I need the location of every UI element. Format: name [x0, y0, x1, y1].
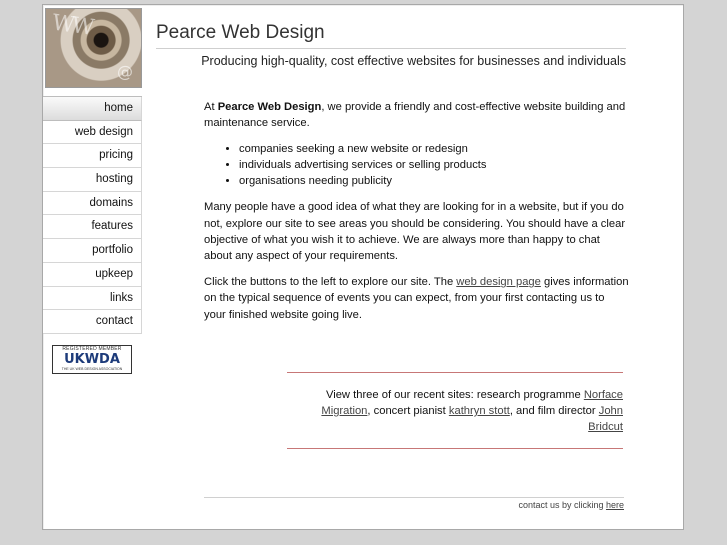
web-design-page-link[interactable]: web design page — [456, 276, 541, 289]
recent-mid1: , concert pianist — [367, 405, 449, 417]
list-item: • individuals advertising services or selling products — [239, 157, 629, 173]
recent-mid2: , and film director — [509, 405, 599, 417]
eye-logo-icon — [45, 8, 142, 88]
sidebar-nav — [43, 96, 142, 334]
kathryn-stott-link[interactable]: kathryn stott — [448, 405, 510, 417]
logo-ww-mark: WW — [50, 10, 93, 41]
intro-rest: , we provide a friendly and cost-effective website building and maintenance service. — [204, 101, 626, 130]
list-item: • companies seeking a new website or redesign — [239, 141, 629, 157]
badge-top-text: REGISTERED MEMBER — [62, 346, 122, 352]
logo-at-mark: @ — [117, 62, 133, 81]
list-item: • organisations needing publicity — [239, 173, 629, 189]
page-container — [42, 4, 684, 530]
site-title: Pearce Web Design — [156, 22, 325, 43]
main-content — [204, 99, 629, 333]
nav-item-contact[interactable]: contact — [43, 310, 142, 334]
intro-prefix: At — [204, 101, 218, 113]
badge-main-text: UKWDA — [64, 352, 120, 367]
footer — [204, 497, 624, 510]
nav-item-links[interactable]: links — [43, 287, 142, 311]
explore-paragraph: Many people have a good idea of what they are looking for in a website, but if you do not, explore our site to see areas you should be considering. You should have a clear objective of what you wish it to achieve. We are always more than happy to chat about any aspect of your requirements. — [204, 201, 626, 263]
nav-item-portfolio[interactable]: portfolio — [43, 239, 142, 263]
title-divider — [156, 48, 626, 49]
recent-sites-box — [287, 372, 623, 449]
john-bridcut-link[interactable]: John Bridcut — [588, 405, 623, 433]
nav-item-home[interactable]: home — [43, 97, 142, 121]
norface-migration-link[interactable]: Norface Migration — [321, 389, 623, 417]
navigation-paragraph — [204, 274, 629, 323]
nav-item-domains[interactable]: domains — [43, 192, 142, 216]
audience-list — [239, 141, 629, 189]
nav-item-upkeep[interactable]: upkeep — [43, 263, 142, 287]
nav-item-web-design[interactable]: web design — [43, 121, 142, 145]
tagline: Producing high-quality, cost effective websites for businesses and individuals — [201, 54, 626, 68]
intro-company-name: Pearce Web Design — [217, 101, 322, 113]
nav-item-features[interactable]: features — [43, 215, 142, 239]
recent-prefix: View three of our recent sites: research programme — [325, 389, 584, 401]
nav-para-prefix: Click the buttons to the left to explore our site. The — [204, 276, 457, 289]
nav-item-pricing[interactable]: pricing — [43, 144, 142, 168]
badge-bottom-text: THE UK WEB DESIGN ASSOCIATION — [61, 367, 123, 371]
nav-item-hosting[interactable]: hosting — [43, 168, 142, 192]
contact-here-link[interactable]: here — [605, 500, 624, 510]
intro-paragraph — [204, 99, 629, 131]
footer-text: contact us by clicking — [518, 500, 606, 510]
ukwda-badge[interactable] — [52, 345, 132, 374]
nav-para-rest: gives information on the typical sequence of events you can expect, from your first contacting us to your finished website going live. — [204, 276, 629, 321]
